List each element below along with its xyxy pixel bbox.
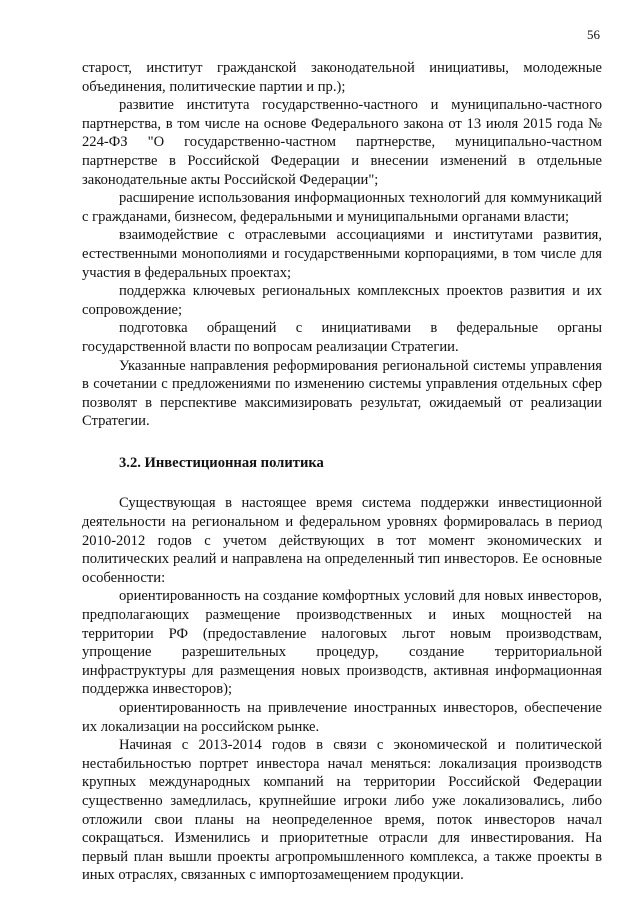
paragraph-associations-cooperation: взаимодействие с отраслевыми ассоциациями и институтами развития, естественными монополиями и государственными корпорациями, в том числе для участия в федеральных проектах; [82, 227, 602, 281]
page-body [82, 59, 602, 885]
section-heading: 3.2. Инвестиционная политика [119, 454, 324, 471]
paragraph-ppp-development: развитие института государственно-частного и муниципально-частного партнерства, в том числе на основе Федерального закона от 13 июля 2015 года № 224-ФЗ "О государственно-частном партнерстве, муниципально-частном партнерстве в Российской Федерации и внесении изменений в отдельные законодательные акты Российской Федерации"; [82, 97, 602, 188]
paragraph-new-investors-focus: ориентированность на создание комфортных условий для новых инвесторов, предполагающих размещение производственных и иных мощностей на территории РФ (предоставление налоговых льгот новым производствам, упрощение разрешительных процедур, создание территориальной инфраструктуры для размещения новых производств, активная информационная поддержка инвесторов); [82, 588, 602, 698]
paragraph-investment-support-system: Существующая в настоящее время система поддержки инвестиционной деятельности на региональном и федеральном уровнях формировалась в период 2010-2012 годов с учетом действующих в тот момент экономических и политических реалий и направлена на определенный тип инвесторов. Ее основные особенности: [82, 495, 602, 586]
page-number: 56 [587, 27, 600, 42]
paragraph-public-initiatives: старост, институт гражданской законодательной инициативы, молодежные объединения, политические партии и пр.); [82, 60, 602, 95]
paragraph-foreign-investors-focus: ориентированность на привлечение иностранных инвесторов, обеспечение их локализации на российском рынке. [82, 700, 602, 735]
paragraph-it-expansion: расширение использования информационных технологий для коммуникаций с гражданами, бизнесом, федеральными и муниципальными органами власти; [82, 190, 602, 225]
paragraph-federal-appeals: подготовка обращений с инициативами в федеральные органы государственной власти по вопросам реализации Стратегии. [82, 320, 602, 355]
paragraph-investor-portrait-change: Начиная с 2013-2014 годов в связи с экономической и политической нестабильностью портрет инвестора начал меняться: локализация производств крупных международных компаний на территории Российской Федерации существенно замедлилась, крупнейшие игроки либо уже локализовались, либо отложили свои планы на неопределенное время, поток инвесторов начал сокращаться. Изменились и приоритетные отрасли для инвестирования. На первый план вышли проекты агропромышленного комплекса, а также проекты в иных отраслях, связанных с импортозамещением продукции. [82, 737, 602, 884]
paragraph-regional-projects: поддержка ключевых региональных комплексных проектов развития и их сопровождение; [82, 283, 602, 318]
paragraph-reform-summary: Указанные направления реформирования региональной системы управления в сочетании с предложениями по изменению системы управления отдельных сфер позволят в перспективе максимизировать результат, ожидаемый от реализации Стратегии. [82, 357, 602, 430]
